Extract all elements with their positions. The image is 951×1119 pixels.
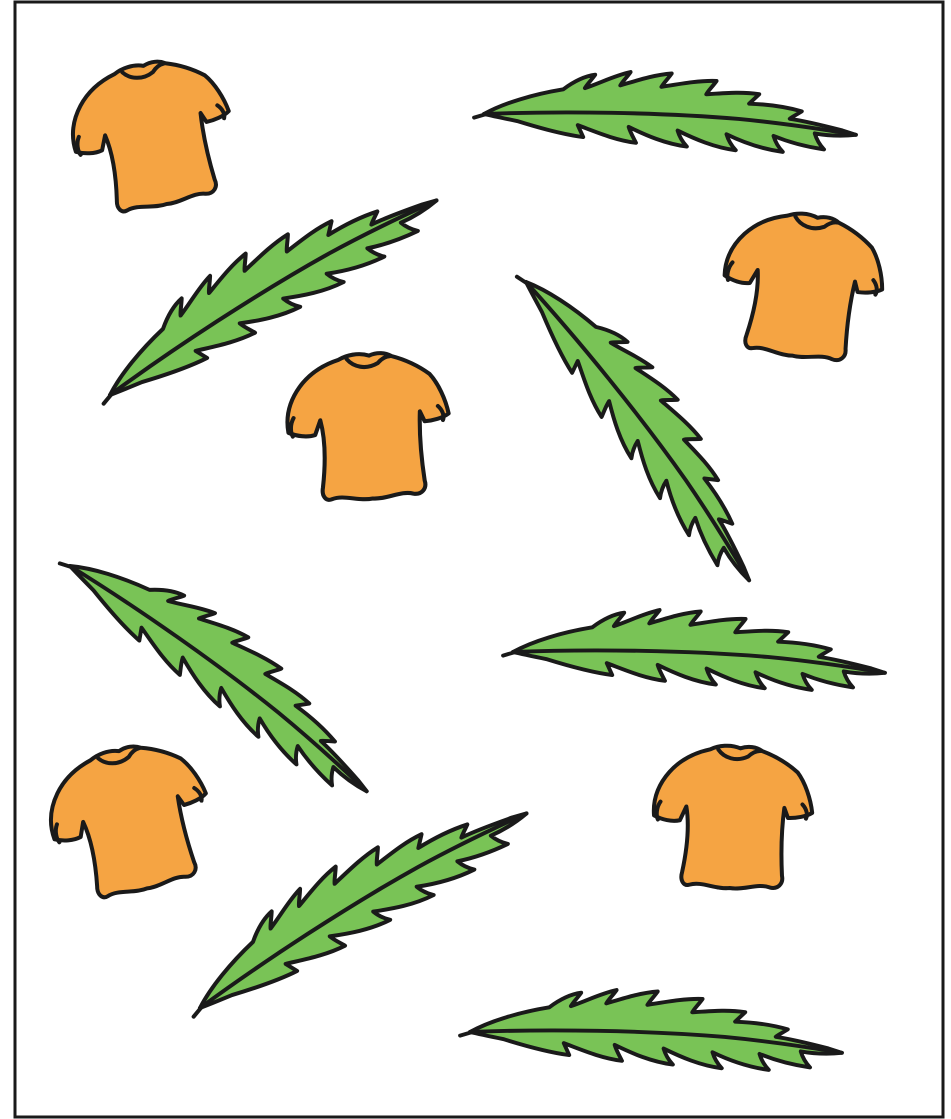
leaf-icon: [166, 766, 537, 1037]
shirt-icon: [37, 731, 225, 908]
leaf-icon: [502, 605, 887, 693]
leaf-icon: [498, 245, 792, 592]
leaf-icon: [473, 67, 858, 155]
shirt-icon: [714, 204, 891, 367]
leaf-icon: [459, 985, 844, 1073]
shirt-icon: [651, 743, 814, 891]
shirt-icon: [283, 348, 454, 504]
shirt-icon: [60, 48, 245, 220]
